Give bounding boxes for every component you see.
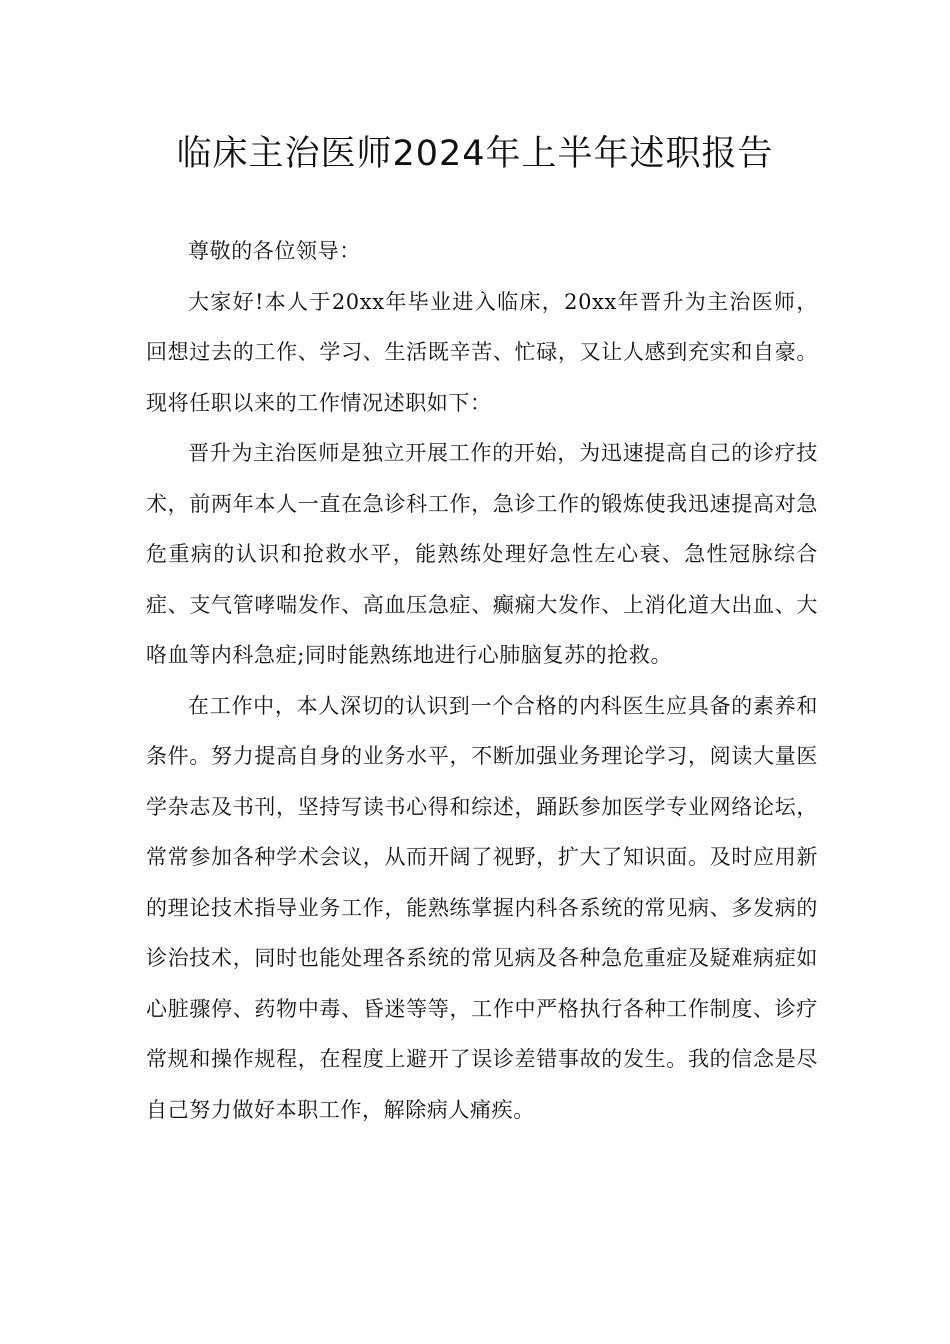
document-title: 临床主治医师2024年上半年述职报告: [176, 134, 774, 174]
emergency-work-paragraph: 晋升为主治医师是独立开展工作的开始，为迅速提高自己的诊疗技术，前两年本人一直在急诊科工作，急诊工作的锻炼使我迅速提高对急危重病的认识和抢救水平，能熟练处理好急性左心衰、急性冠脉综合症、支气管哮喘发作、高血压急症、癫痫大发作、上消化道大出血、大咯血等内科急症;同时能熟练地进行心肺脑复苏的抢救。: [146, 441, 818, 667]
document-body: [146, 226, 818, 1135]
professional-development-paragraph: 在工作中，本人深切的认识到一个合格的内科医生应具备的素养和条件。努力提高自身的业务水平，不断加强业务理论学习，阅读大量医学杂志及书刊，坚持写读书心得和综述，踊跃参加医学专业网络论坛，常常参加各种学术会议，从而开阔了视野，扩大了知识面。及时应用新的理论技术指导业务工作，能熟练掌握内科各系统的常见病、多发病的诊治技术，同时也能处理各系统的常见病及各种急危重症及疑难病症如心脏骤停、药物中毒、昏迷等等，工作中严格执行各种工作制度、诊疗常规和操作规程，在程度上避开了误诊差错事故的发生。我的信念是尽自己努力做好本职工作，解除病人痛疾。: [146, 693, 818, 1122]
intro-paragraph: 大家好!本人于20xx年毕业进入临床，20xx年晋升为主治医师，回想过去的工作、学习、生活既辛苦、忙碌，又让人感到充实和自豪。现将任职以来的工作情况述职如下：: [146, 289, 818, 415]
greeting-paragraph: 尊敬的各位领导：: [188, 239, 361, 263]
